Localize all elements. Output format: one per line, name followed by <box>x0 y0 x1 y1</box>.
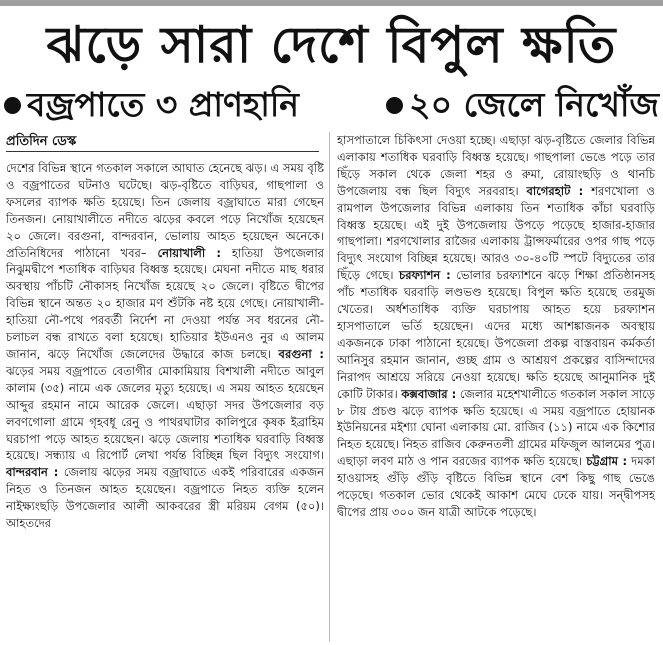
subheads <box>4 84 659 126</box>
subhead-text: বজ্রপাতে ৩ প্রাণহানি <box>27 85 299 124</box>
location-label-coxsbazar: কক্সবাজার : <box>401 386 457 401</box>
location-label-bandarban: বান্দরবান : <box>6 465 59 480</box>
column-divider <box>329 132 330 642</box>
top-rule <box>0 0 663 6</box>
byline-underline <box>6 151 319 152</box>
paragraph-text: জেলায় ঝড়ের সময় বজ্রাঘাতে একই পরিবারের একজন নিহত ও তিনজন আহত হয়েছেন। বজ্রপাতে নিহত ব্যক্তি হলেন নাইক্ষ্যংছড়ি উপজেলার আলী আকবরের স্ত্রী মরিয়ম বেগম (৫০)। আহতদের <box>6 465 324 531</box>
paragraph-text: শরণখোলা ও রামপাল উপজেলার বিভিন্ন এলাকায় তিন শতাধিক কাঁচা ঘরবাড়ি বিধ্বস্ত হয়েছে। এই দুই উপজেলায় উপড়ে পড়েছে হাজার-হাজার গাছপালা। শরণখোলার রাজৈর এলাকায় ট্রান্সফর্মারের ওপর গাছ পড়ে বিদ্যুৎ সংযোগ বিচ্ছিন্ন হয়েছে। আরও ৩০-৪০টি স্পটে বিদ্যুতের তার ছিঁড়ে গেছে। <box>337 183 655 283</box>
paragraph-text: ভোলার চরফ্যাশনে ঝড়ে শিক্ষা প্রতিষ্ঠানসহ পাঁচ শতাধিক ঘরবাড়ি লণ্ডভণ্ড হয়েছে। বিপুল ক্ষতি হয়েছে তরমুজ খেতের। অর্ধশতাধিক ব্যক্তি ঘরচাপায় আহত হয়ে চরফ্যাশন হাসপাতালে ভর্তি হয়েছেন। এদের মধ্যে আশঙ্কাজনক অবস্থায় একজনকে ঢাকা পাঠানো হয়েছে। উপজেলা প্রকল্প বাস্তবায়ন কর্মকর্তা আনিসুর রহমান জানান, গুচ্ছ গ্রাম ও আশ্রয়ণ প্রকল্পের বাসিন্দাদের নিরাপদ আশ্রয়ে সরিয়ে নেওয়া হয়েছে। ক্ষতি হয়েছে আনুমানিক দুই কোটি টাকার। <box>337 268 655 401</box>
subhead-lightning <box>4 84 299 126</box>
location-label-noakhali: নোয়াখালী : <box>157 245 221 260</box>
intro-text: দেশের বিভিন্ন স্থানে গতকাল সকালে আঘাত হেনেছে ঝড়। এ সময় বৃষ্টি ও বজ্রপাতের ঘটনাও ঘটেছে। ঝড়-বৃষ্টিতে বাড়িঘর, গাছপালা ও ফসলের ব্যাপক ক্ষতি হয়েছে। তিন জেলায় বজ্রাঘাতে মারা গেছেন তিনজন। নোয়াখালীতে নদীতে ঝড়ের কবলে পড়ে নিখোঁজ হয়েছেন ২০ জেলে। বরগুনা, বান্দরবান, ভোলায় আহত হয়েছেন অনেকে। প্রতিনিধিদের পাঠানো খবর– <box>6 161 324 260</box>
subhead-text: ২০ জেলে নিখোঁজ <box>409 85 659 124</box>
headline: ঝড়ে সারা দেশে বিপুল ক্ষতি <box>46 16 617 74</box>
location-label-barguna: বরগুনা : <box>278 346 324 361</box>
bullet-icon <box>386 97 403 114</box>
article-paragraph <box>6 160 324 532</box>
byline: প্রতিদিন ডেস্ক <box>6 134 77 149</box>
subhead-fishermen <box>386 84 659 126</box>
location-label-bagerhat: বাগেরহাট : <box>526 183 584 198</box>
location-label-charfashion: চরফ্যাশন : <box>399 268 451 283</box>
article-paragraph <box>337 132 655 521</box>
paragraph-text: জেলার মহেশখালীতে গতকাল সকাল সাড়ে ৮ টায় প্রচণ্ড ঝড়ে ব্যাপক ক্ষতি হয়েছে। এ সময় বজ্রপাতে হোয়ানক ইউনিয়নের মইশ্যা ঘোনা এলাকায় মো. রাজিব (১১) নামে এক কিশোর নিহত হয়েছে। নিহত রাজিব কেরুনতলী গ্রামের মফিজুল আলমের পুত্র। এছাড়া লবণ মাঠ ও পান বরজের ব্যাপক ক্ষতি হয়েছে। <box>337 386 655 469</box>
article-column-left <box>6 160 324 642</box>
article-column-right <box>337 132 655 642</box>
paragraph-text: হাতিয়া উপজেলার নিঝুমদ্বীপে শতাধিক বাড়িঘর বিধ্বস্ত হয়েছে। মেঘনা নদীতে মাছ ধরার অবস্থায় পাঁচটি নৌকাসহ নিখোঁজ হয়েছে ২০ জেলে। বৃষ্টিতে দ্বীপের বিভিন্ন স্থানে অন্তত ২০ হাজার মণ শুঁটকি নষ্ট হয়ে গেছে। নোয়াখালী-হাতিয়া নৌ-পথে পরবর্তী নির্দেশ না দেওয়া পর্যন্ত সব ধরনের নৌ-চলাচল বন্ধ রাখতে বলা হয়েছে। হাতিয়ার ইউএনও নুর এ আলম জানান, ঝড়ে নিখোঁজ জেলেদের উদ্ধারে কাজ চলছে। <box>6 245 324 361</box>
paragraph-text: ঝড়ের সময় বজ্রপাতে বেতাগীর মোকামিয়ায় বিশখালী নদীতে আবুল কালাম (৩৫) নামে এক জেলের মৃত্যু হয়েছে। এ সময় আহত হয়েছেন আব্দুর রহমান নামে আরেক জেলে। এছাড়া সদর উপজেলার বড় লবণগোলা গ্রামে গৃহবধূ রেনু ও পাথরঘাটার কালিপুরে কৃষক ইব্রাহিম ঘরচাপা পড়ে আহত হয়েছেন। ঝড়ে জেলায় শতাধিক ঘরবাড়ি বিধ্বস্ত হয়েছে। সন্ধ্যায় এ রিপোর্ট লেখা পর্যন্ত বিচ্ছিন্ন ছিল বিদ্যুৎ সংযোগ। <box>6 363 324 463</box>
location-label-chattogram: চট্টগ্রাম : <box>586 454 628 469</box>
bullet-icon <box>4 97 21 114</box>
paragraph-text: দমকা হাওয়াসহ গুঁড়ি গুঁড়ি বৃষ্টিতে বিভিন্ন স্থানে বেশ কিছু গাছ ভেঙে পড়েছে। গতকাল ভোর থেকেই আকাশ মেঘে ঢেকে যায়। সন্দ্বীপসহ দ্বীপের প্রায় ৩০০ জন যাত্রী আটকে পড়েছে। <box>337 454 655 519</box>
continued-text: হাসপাতালে চিকিৎসা দেওয়া হচ্ছে। এছাড়া ঝড়-বৃষ্টিতে জেলার বিভিন্ন এলাকায় শতাধিক ঘরবাড়ি বিধ্বস্ত হয়েছে। গাছপালা ভেঙে পড়ে তার ছিঁড়ে সকাল থেকে জেলা শহর ও রুমা, রোয়াংছড়ি ও থানচি উপজেলায় বন্ধ ছিল বিদ্যুৎ সরবরাহ। <box>337 133 655 198</box>
